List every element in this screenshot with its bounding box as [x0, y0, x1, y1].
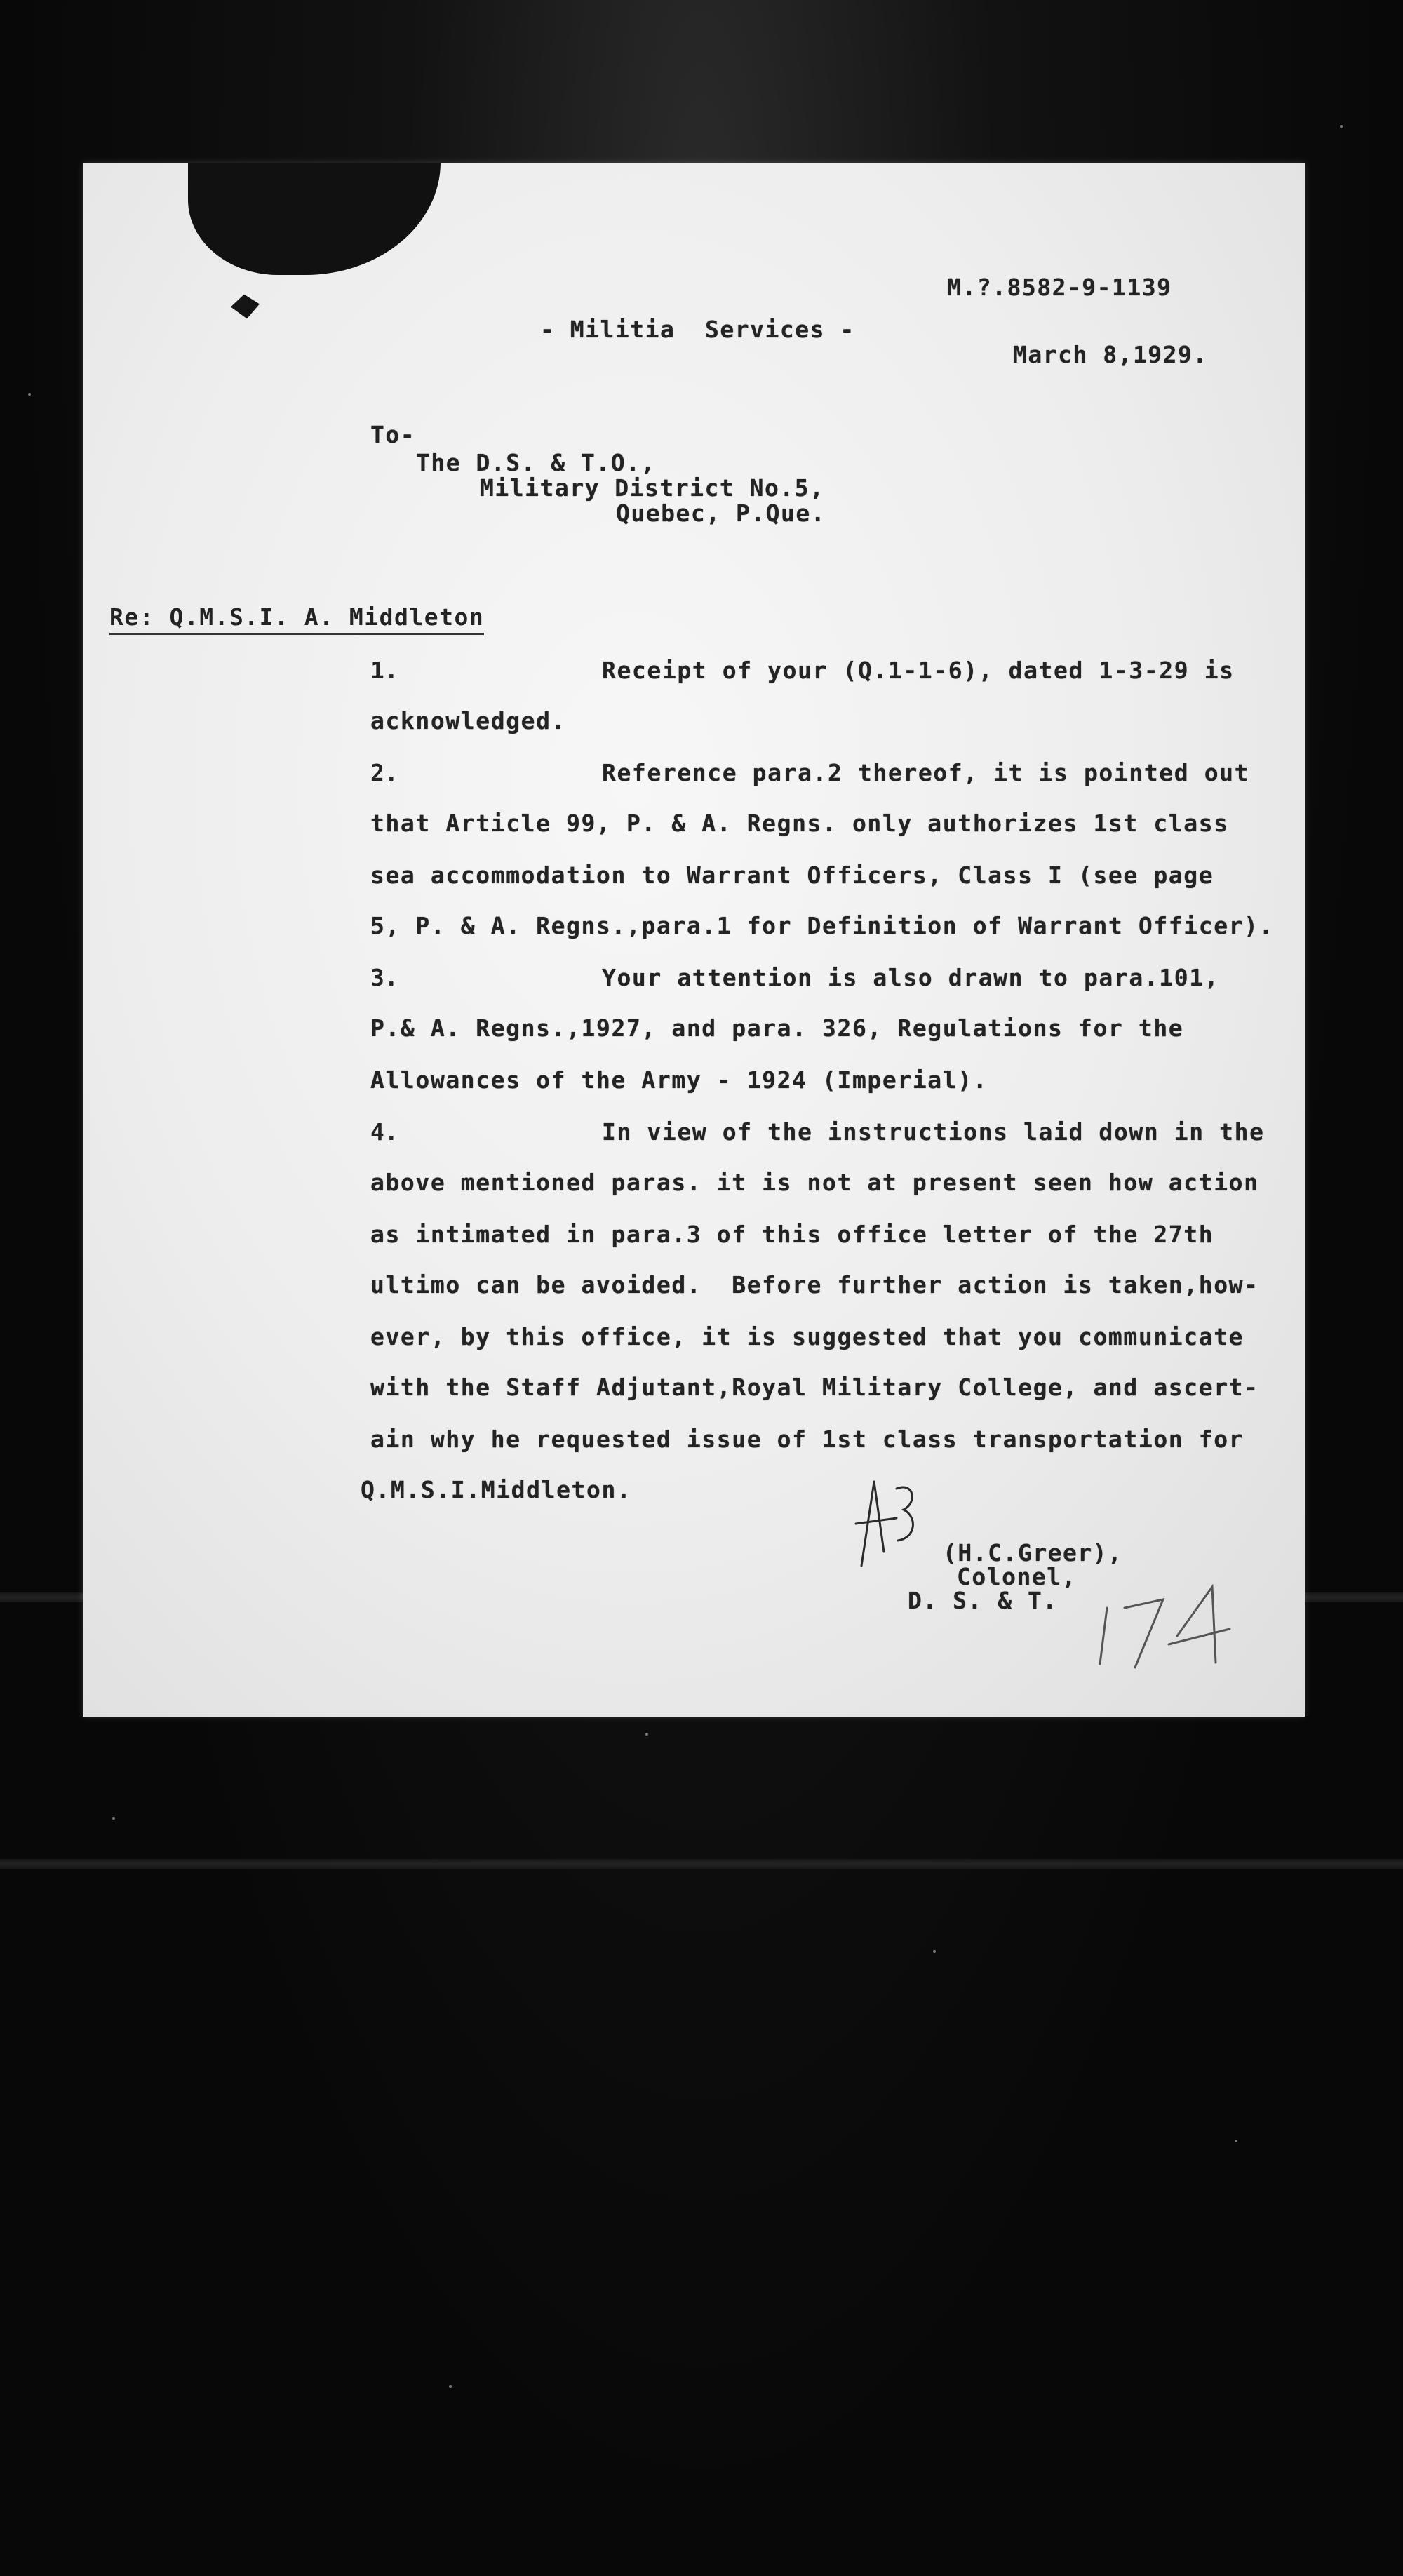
file-number: M.?.8582-9-1139 — [947, 274, 1172, 301]
paragraph-line: Q.M.S.I.Middleton. — [361, 1476, 632, 1503]
paragraph-number: 1. — [370, 657, 398, 684]
paragraph-line: ever, by this office, it is suggested that you communicate — [370, 1323, 1244, 1350]
paragraph-line: Receipt of your (Q.1-1-6), dated 1-3-29 is — [602, 657, 1235, 684]
paragraph-number: 2. — [370, 759, 398, 786]
addressee-line: Quebec, P.Que. — [616, 499, 826, 527]
paragraph-line: that Article 99, P. & A. Regns. only authorizes 1st class — [370, 810, 1229, 837]
paragraph-number: 3. — [370, 964, 398, 991]
paragraph-line: 5, P. & A. Regns.,para.1 for Definition of Warrant Officer). — [370, 912, 1275, 939]
signature-line: (H.C.Greer), — [943, 1539, 1123, 1567]
addressee-line: Military District No.5, — [480, 474, 825, 502]
film-speck — [1235, 2140, 1237, 2142]
ink-blot — [228, 290, 262, 323]
film-speck — [112, 1817, 115, 1820]
paragraph-line: Reference para.2 thereof, it is pointed out — [602, 759, 1250, 786]
subject-line: Re: Q.M.S.I. A. Middleton — [109, 603, 484, 635]
film-speck — [645, 1733, 648, 1736]
paragraph-line: sea accommodation to Warrant Officers, Class I (see page — [370, 861, 1214, 889]
addressee-line: The D.S. & T.O., — [416, 449, 656, 476]
letter-date: March 8,1929. — [1013, 341, 1208, 368]
paragraph-line: ain why he requested issue of 1st class transportation for — [370, 1425, 1244, 1453]
handwritten-folio-number — [1086, 1580, 1233, 1671]
letter-page — [83, 163, 1305, 1717]
paragraph-line: above mentioned paras. it is not at present seen how action — [370, 1169, 1259, 1196]
paragraph-line: Your attention is also drawn to para.101, — [602, 964, 1220, 991]
film-speck — [28, 393, 31, 396]
paragraph-line: Allowances of the Army - 1924 (Imperial). — [370, 1066, 988, 1094]
paragraph-number: 4. — [370, 1118, 398, 1146]
letter-header: - Militia Services - — [540, 316, 855, 343]
film-band — [0, 1859, 1403, 1869]
film-speck — [449, 2385, 452, 2388]
paragraph-line: In view of the instructions laid down in the — [602, 1118, 1265, 1146]
film-speck — [933, 1950, 936, 1953]
paragraph-line: P.& A. Regns.,1927, and para. 326, Regulations for the — [370, 1014, 1184, 1042]
paragraph-line: with the Staff Adjutant,Royal Military College, and ascert- — [370, 1374, 1259, 1401]
handwritten-initials — [847, 1468, 925, 1573]
paragraph-line: acknowledged. — [370, 707, 567, 734]
paragraph-line: as intimated in para.3 of this office letter of the 27th — [370, 1221, 1214, 1248]
film-speck — [1340, 125, 1343, 128]
paragraph-line: ultimo can be avoided. Before further action is taken,how- — [370, 1271, 1259, 1299]
signature-line: Colonel, — [957, 1563, 1077, 1590]
to-label: To- — [370, 421, 416, 448]
signature-line: D. S. & T. — [908, 1587, 1058, 1614]
